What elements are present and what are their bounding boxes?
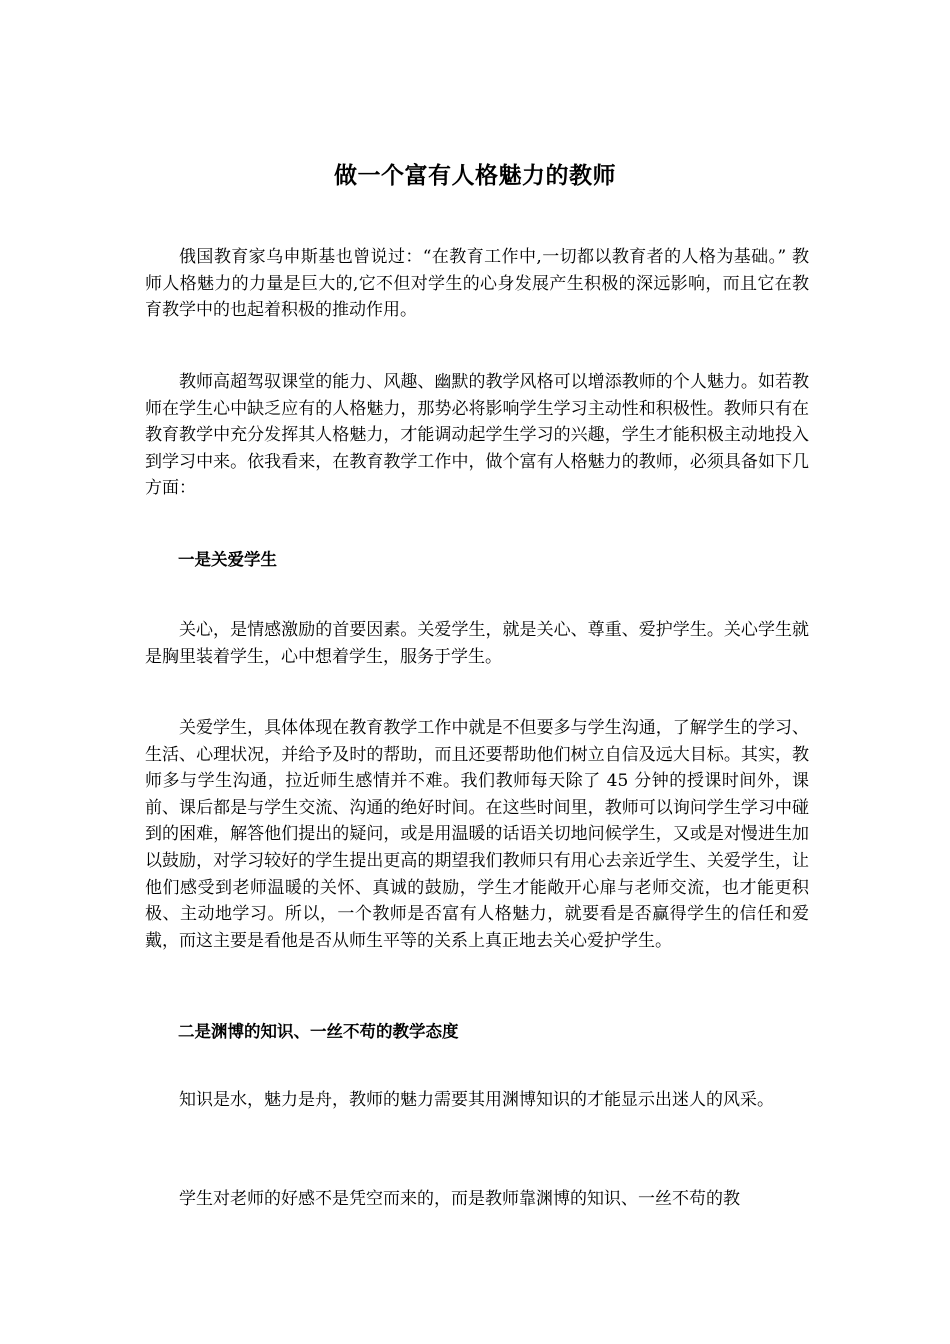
document-title: 做一个富有人格魅力的教师 [334,163,616,189]
paragraph-student-affection: 学生对老师的好感不是凭空而来的，而是教师靠渊博的知识、一丝不苟的教 [179,1189,740,1209]
section-heading-care-for-students: 一是关爱学生 [178,550,277,569]
section-heading-knowledge-attitude: 二是渊博的知识、一丝不苟的教学态度 [178,1022,459,1041]
paragraph-care-details: 关爱学生，具体体现在教育教学工作中就是不但要多与学生沟通，了解学生的学习、生活、心理状况，并给予及时的帮助，而且还要帮助他们树立自信及远大目标。其实，教师多与学生沟通，拉近师生感情并不难。我们教师每天除了 45 分钟的授课时间外，课前、课后都是与学生交流、沟通的绝好时间。在这些时间里，教师可以询问学生学习中碰到的困难，解答他们提出的疑问，或是用温暖的话语关切地问候学生，又或是对慢进生加以鼓励，对学习较好的学生提出更高的期望我们教师只有用心去亲近学生、关爱学生，让他们感受到老师温暖的关怀、真诚的鼓励，学生才能敞开心扉与老师交流，也才能更积极、主动地学习。所以，一个教师是否富有人格魅力，就要看是否赢得学生的信任和爱戴，而这主要是看他是否从师生平等的关系上真正地去关心爱护学生。 [145,718,809,951]
paragraph-intro: 俄国教育家乌申斯基也曾说过：“在教育工作中,一切都以教育者的人格为基础。” 教师人格魅力的力量是巨大的,它不但对学生的心身发展产生积极的深远影响，而且它在教育教学中的也起着积极的推动作用。 [145,247,809,321]
paragraph-knowledge: 知识是水，魅力是舟，教师的魅力需要其用渊博知识的才能显示出迷人的风采。 [179,1090,774,1110]
paragraph-teacher-charm: 教师高超驾驭课堂的能力、风趣、幽默的教学风格可以增添教师的个人魅力。如若教师在学生心中缺乏应有的人格魅力，那势必将影响学生学习主动性和积极性。教师只有在教育教学中充分发挥其人格魅力，才能调动起学生学习的兴趣，学生才能积极主动地投入到学习中来。依我看来，在教育教学工作中，做个富有人格魅力的教师，必须具备如下几方面： [145,372,809,499]
paragraph-care-definition: 关心，是情感激励的首要因素。关爱学生，就是关心、尊重、爱护学生。关心学生就是胸里装着学生，心中想着学生，服务于学生。 [145,620,809,667]
